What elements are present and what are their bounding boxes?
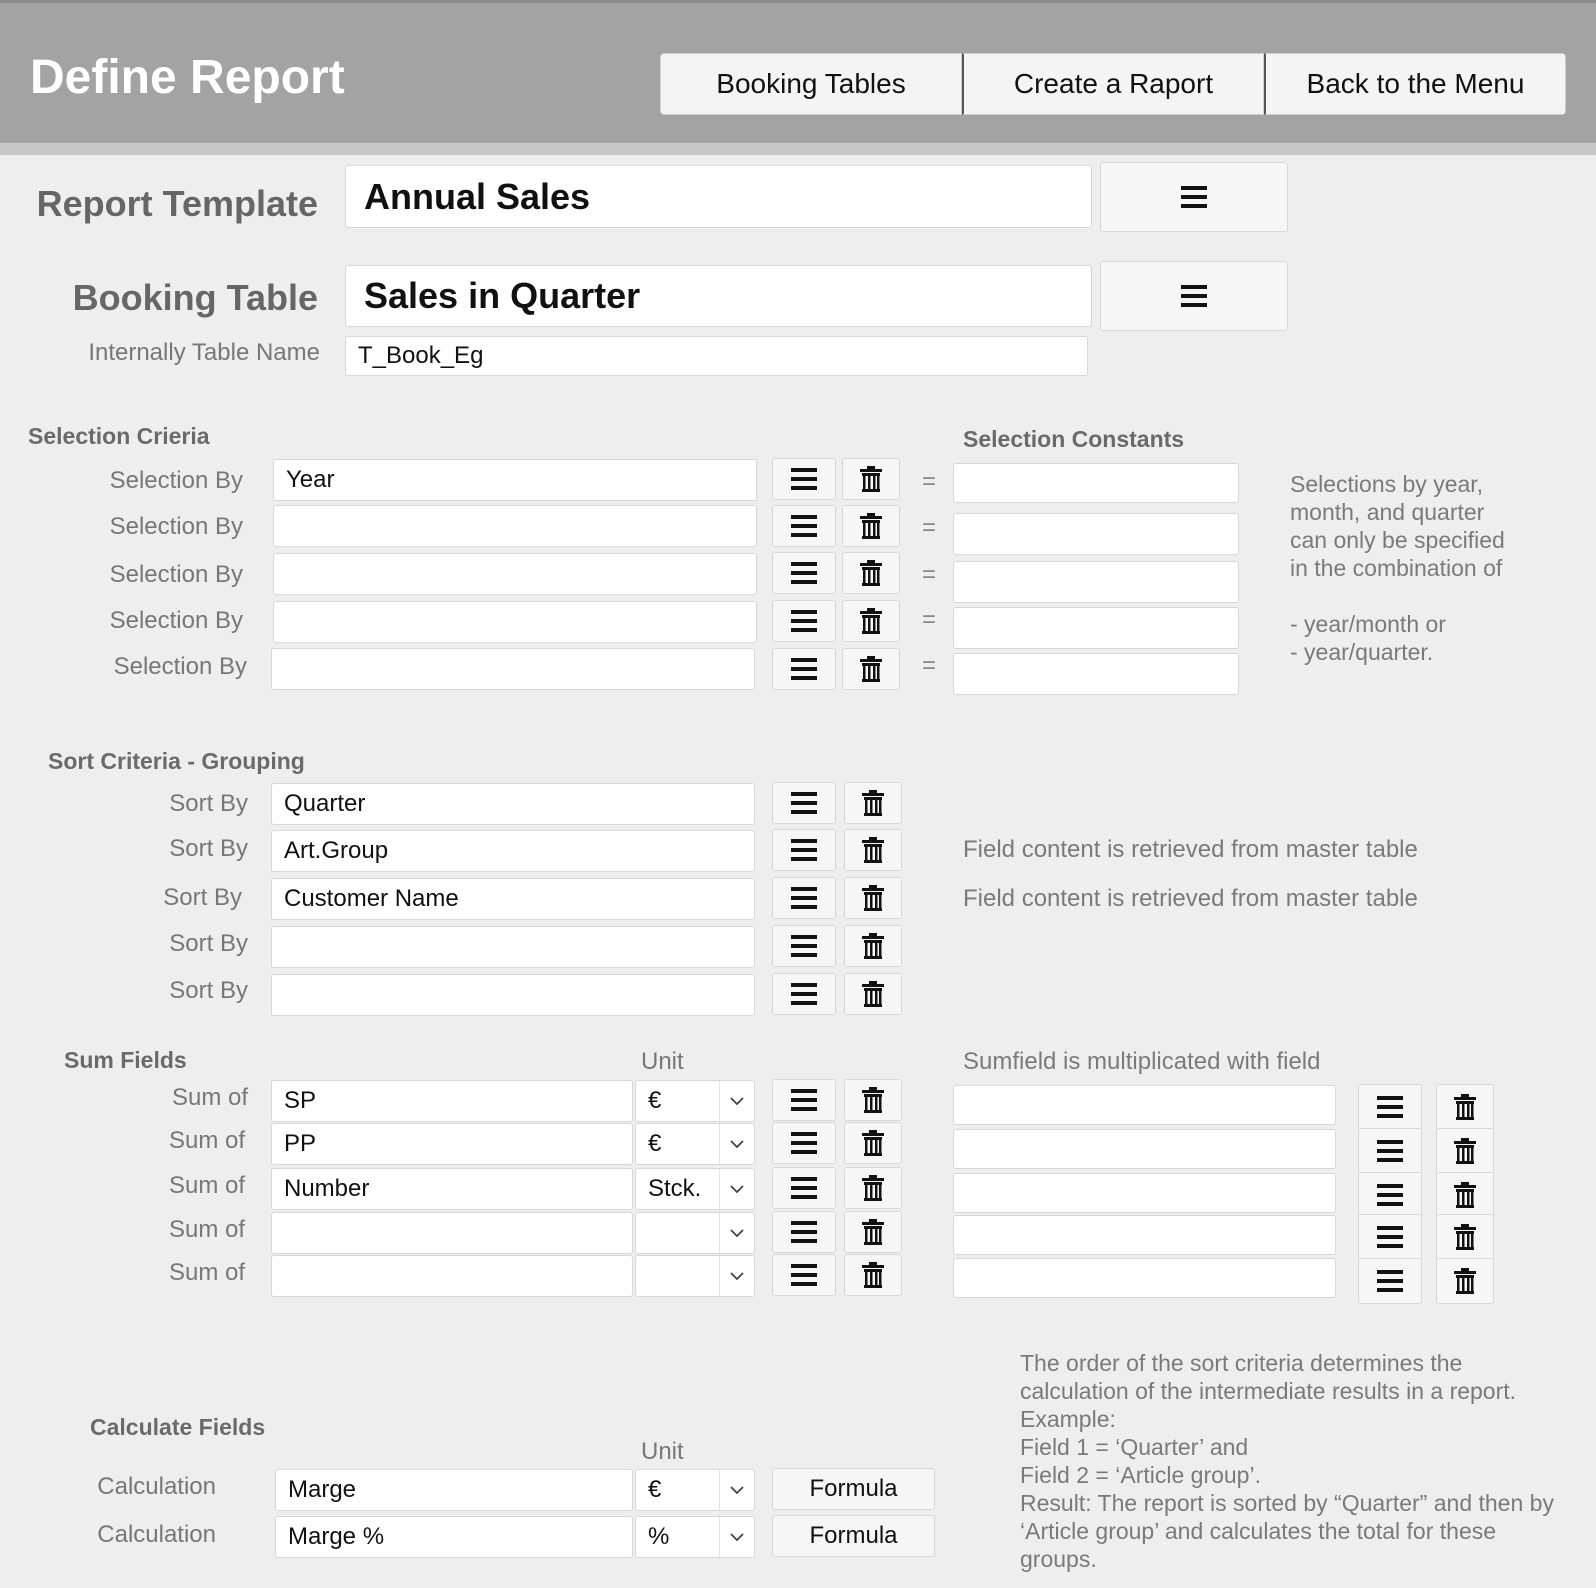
calculation-label: Calculation xyxy=(97,1521,216,1548)
sum-delete-button[interactable] xyxy=(844,1167,902,1209)
chevron-down-icon xyxy=(719,1213,754,1253)
selection-by-field[interactable] xyxy=(271,648,755,690)
list-icon xyxy=(1181,284,1207,308)
sort-by-label: Sort By xyxy=(169,790,248,817)
report-template-field[interactable]: Annual Sales xyxy=(345,165,1092,228)
selection-constant-field[interactable] xyxy=(953,463,1239,503)
sum-list-button[interactable] xyxy=(772,1122,836,1164)
sum-unit-select[interactable] xyxy=(635,1168,755,1210)
sum-list-button[interactable] xyxy=(772,1167,836,1209)
multiplier-delete-button[interactable] xyxy=(1436,1128,1494,1174)
multiplier-delete-button[interactable] xyxy=(1436,1172,1494,1218)
list-icon xyxy=(791,609,817,633)
sum-unit-select[interactable] xyxy=(635,1123,755,1165)
sum-unit-value: € xyxy=(648,1087,662,1114)
calc-unit-heading: Unit xyxy=(641,1438,684,1465)
sum-unit-value: € xyxy=(648,1130,662,1157)
sort-criteria-heading: Sort Criteria - Grouping xyxy=(48,748,305,774)
list-icon xyxy=(791,514,817,538)
sort-delete-button[interactable] xyxy=(844,973,902,1015)
selection-constants-heading: Selection Constants xyxy=(963,426,1185,452)
selection-delete-button[interactable] xyxy=(842,600,900,642)
list-icon xyxy=(791,657,817,681)
booking-tables-button[interactable]: Booking Tables xyxy=(660,53,962,115)
sum-multiply-heading: Sumfield is multiplicated with field xyxy=(963,1048,1321,1075)
selection-delete-button[interactable] xyxy=(842,458,900,500)
chevron-down-icon xyxy=(719,1081,754,1121)
multiplier-field[interactable] xyxy=(953,1258,1336,1298)
selection-by-label: Selection By xyxy=(113,653,247,680)
trash-icon xyxy=(860,513,882,539)
trash-icon xyxy=(1454,1268,1476,1294)
sort-list-button[interactable] xyxy=(772,877,836,919)
sum-of-field[interactable]: PP xyxy=(271,1123,633,1165)
sum-of-field[interactable]: Number xyxy=(271,1168,633,1210)
multiplier-list-button[interactable] xyxy=(1358,1128,1422,1174)
selection-constant-field[interactable] xyxy=(953,607,1239,649)
selection-delete-button[interactable] xyxy=(842,648,900,690)
sort-by-label: Sort By xyxy=(169,977,248,1004)
selection-list-button[interactable] xyxy=(772,600,836,642)
trash-icon xyxy=(862,1219,884,1245)
selection-by-field[interactable] xyxy=(273,505,757,547)
list-icon xyxy=(791,467,817,491)
sum-of-field[interactable]: SP xyxy=(271,1080,633,1122)
sum-delete-button[interactable] xyxy=(844,1079,902,1121)
sort-by-field[interactable]: Quarter xyxy=(271,783,755,825)
sum-list-button[interactable] xyxy=(772,1254,836,1296)
sort-delete-button[interactable] xyxy=(844,829,902,871)
list-icon xyxy=(1377,1139,1403,1163)
trash-icon xyxy=(1454,1094,1476,1120)
sort-by-field[interactable]: Customer Name xyxy=(271,878,755,920)
calculation-label: Calculation xyxy=(97,1473,216,1500)
calc-unit-select[interactable] xyxy=(635,1516,755,1558)
trash-icon xyxy=(862,933,884,959)
booking-table-field[interactable]: Sales in Quarter xyxy=(345,265,1092,327)
sum-fields-heading: Sum Fields xyxy=(64,1047,187,1073)
sort-by-label: Sort By xyxy=(163,884,242,911)
calculation-field[interactable]: Marge xyxy=(275,1469,633,1511)
sort-delete-button[interactable] xyxy=(844,782,902,824)
multiplier-field[interactable] xyxy=(953,1129,1336,1169)
report-template-label: Report Template xyxy=(36,183,318,224)
selection-note: Selections by year, month, and quarter can only be specified in the combination of - year/month or - year/quarter. xyxy=(1290,471,1505,665)
list-icon xyxy=(791,561,817,585)
trash-icon xyxy=(860,656,882,682)
trash-icon xyxy=(862,837,884,863)
selection-list-button[interactable] xyxy=(772,458,836,500)
selection-criteria-heading: Selection Crieria xyxy=(28,423,210,449)
trash-icon xyxy=(860,560,882,586)
sort-delete-button[interactable] xyxy=(844,877,902,919)
selection-constant-field[interactable] xyxy=(953,513,1239,555)
sum-of-label: Sum of xyxy=(171,1084,248,1111)
list-icon xyxy=(1377,1269,1403,1293)
sum-of-field[interactable] xyxy=(271,1255,633,1297)
multiplier-list-button[interactable] xyxy=(1358,1214,1422,1260)
trash-icon xyxy=(862,1087,884,1113)
selection-list-button[interactable] xyxy=(772,648,836,690)
list-icon xyxy=(791,1263,817,1287)
multiplier-list-button[interactable] xyxy=(1358,1084,1422,1130)
list-icon xyxy=(791,886,817,910)
calc-unit-select[interactable] xyxy=(635,1469,755,1511)
trash-icon xyxy=(1454,1224,1476,1250)
internal-table-name-field[interactable]: T_Book_Eg xyxy=(345,336,1088,376)
trash-icon xyxy=(862,790,884,816)
multiplier-field[interactable] xyxy=(953,1173,1336,1213)
calculate-fields-heading: Calculate Fields xyxy=(90,1414,266,1440)
list-icon xyxy=(791,1220,817,1244)
selection-delete-button[interactable] xyxy=(842,505,900,547)
sum-delete-button[interactable] xyxy=(844,1211,902,1253)
booking-table-label: Booking Table xyxy=(72,277,318,318)
create-report-button[interactable]: Create a Raport xyxy=(962,53,1264,115)
list-icon xyxy=(791,1088,817,1112)
internal-table-name-label: Internally Table Name xyxy=(88,339,320,366)
sort-by-field[interactable] xyxy=(271,926,755,968)
list-icon xyxy=(791,1131,817,1155)
trash-icon xyxy=(862,981,884,1007)
selection-by-field[interactable] xyxy=(273,601,757,643)
selection-delete-button[interactable] xyxy=(842,552,900,594)
multiplier-field[interactable] xyxy=(953,1085,1336,1125)
multiplier-field[interactable] xyxy=(953,1215,1336,1255)
header-divider xyxy=(0,143,1596,155)
chevron-down-icon xyxy=(719,1517,754,1557)
chevron-down-icon xyxy=(719,1169,754,1209)
chevron-down-icon xyxy=(719,1256,754,1296)
sum-of-label: Sum of xyxy=(168,1259,245,1286)
formula-button[interactable]: Formula xyxy=(772,1515,935,1557)
multiplier-list-button[interactable] xyxy=(1358,1172,1422,1218)
sort-list-button[interactable] xyxy=(772,782,836,824)
sort-list-button[interactable] xyxy=(772,829,836,871)
sum-unit-select[interactable] xyxy=(635,1080,755,1122)
page-title: Define Report xyxy=(30,51,345,104)
list-icon xyxy=(791,791,817,815)
sum-of-label: Sum of xyxy=(168,1172,245,1199)
equals-sign: = xyxy=(922,606,937,633)
equals-sign: = xyxy=(922,561,937,588)
selection-constant-field[interactable] xyxy=(953,653,1239,695)
selection-constant-field[interactable] xyxy=(953,561,1239,603)
multiplier-delete-button[interactable] xyxy=(1436,1084,1494,1130)
sort-delete-button[interactable] xyxy=(844,925,902,967)
list-icon xyxy=(791,1176,817,1200)
booking-table-list-button[interactable] xyxy=(1100,261,1288,331)
trash-icon xyxy=(862,1130,884,1156)
multiplier-delete-button[interactable] xyxy=(1436,1258,1494,1304)
sum-unit-heading: Unit xyxy=(641,1048,684,1075)
list-icon xyxy=(791,982,817,1006)
selection-list-button[interactable] xyxy=(772,505,836,547)
selection-by-label: Selection By xyxy=(109,467,243,494)
sort-by-field[interactable] xyxy=(271,974,755,1016)
sum-delete-button[interactable] xyxy=(844,1254,902,1296)
sum-unit-value: Stck. xyxy=(648,1175,702,1202)
list-icon xyxy=(1181,185,1207,209)
sum-of-label: Sum of xyxy=(168,1127,245,1154)
equals-sign: = xyxy=(922,652,937,679)
sum-unit-select[interactable] xyxy=(635,1212,755,1254)
sort-note: Field content is retrieved from master table xyxy=(963,836,1418,863)
sort-by-field[interactable]: Art.Group xyxy=(271,830,755,872)
trash-icon xyxy=(1454,1138,1476,1164)
trash-icon xyxy=(860,466,882,492)
trash-icon xyxy=(862,885,884,911)
report-template-list-button[interactable] xyxy=(1100,162,1288,232)
calc-unit-value: % xyxy=(648,1523,670,1550)
sort-by-label: Sort By xyxy=(169,930,248,957)
trash-icon xyxy=(860,608,882,634)
selection-list-button[interactable] xyxy=(772,552,836,594)
trash-icon xyxy=(862,1262,884,1288)
calc-unit-value: € xyxy=(648,1476,662,1503)
trash-icon xyxy=(1454,1182,1476,1208)
trash-icon xyxy=(862,1175,884,1201)
sort-by-label: Sort By xyxy=(169,835,248,862)
back-to-menu-button[interactable]: Back to the Menu xyxy=(1264,53,1566,115)
chevron-down-icon xyxy=(719,1470,754,1510)
formula-button[interactable]: Formula xyxy=(772,1468,935,1510)
list-icon xyxy=(1377,1095,1403,1119)
multiplier-list-button[interactable] xyxy=(1358,1258,1422,1304)
sum-list-button[interactable] xyxy=(772,1211,836,1253)
list-icon xyxy=(1377,1225,1403,1249)
selection-by-field[interactable]: Year xyxy=(273,459,757,501)
sum-unit-select[interactable] xyxy=(635,1255,755,1297)
list-icon xyxy=(791,934,817,958)
sort-list-button[interactable] xyxy=(772,973,836,1015)
multiplier-delete-button[interactable] xyxy=(1436,1214,1494,1260)
sum-of-label: Sum of xyxy=(168,1216,245,1243)
chevron-down-icon xyxy=(719,1124,754,1164)
sum-list-button[interactable] xyxy=(772,1079,836,1121)
selection-by-label: Selection By xyxy=(109,561,243,588)
selection-by-label: Selection By xyxy=(109,607,243,634)
selection-by-field[interactable] xyxy=(273,553,757,595)
selection-by-label: Selection By xyxy=(109,513,243,540)
list-icon xyxy=(1377,1183,1403,1207)
sum-of-field[interactable] xyxy=(271,1212,633,1254)
list-icon xyxy=(791,838,817,862)
sort-note: Field content is retrieved from master table xyxy=(963,885,1418,912)
sort-order-explanation: The order of the sort criteria determines the calculation of the intermediate results in a report. Example: Field 1 = ‘Quarter’ and Field 2 = ‘Article group’. Result: The report is sorted by “Quarter” and then by ‘Article group’ and calculates the total for these groups. xyxy=(1020,1350,1554,1572)
sort-list-button[interactable] xyxy=(772,925,836,967)
calculation-field[interactable]: Marge % xyxy=(275,1516,633,1558)
equals-sign: = xyxy=(922,468,937,495)
sum-delete-button[interactable] xyxy=(844,1122,902,1164)
equals-sign: = xyxy=(922,514,937,541)
